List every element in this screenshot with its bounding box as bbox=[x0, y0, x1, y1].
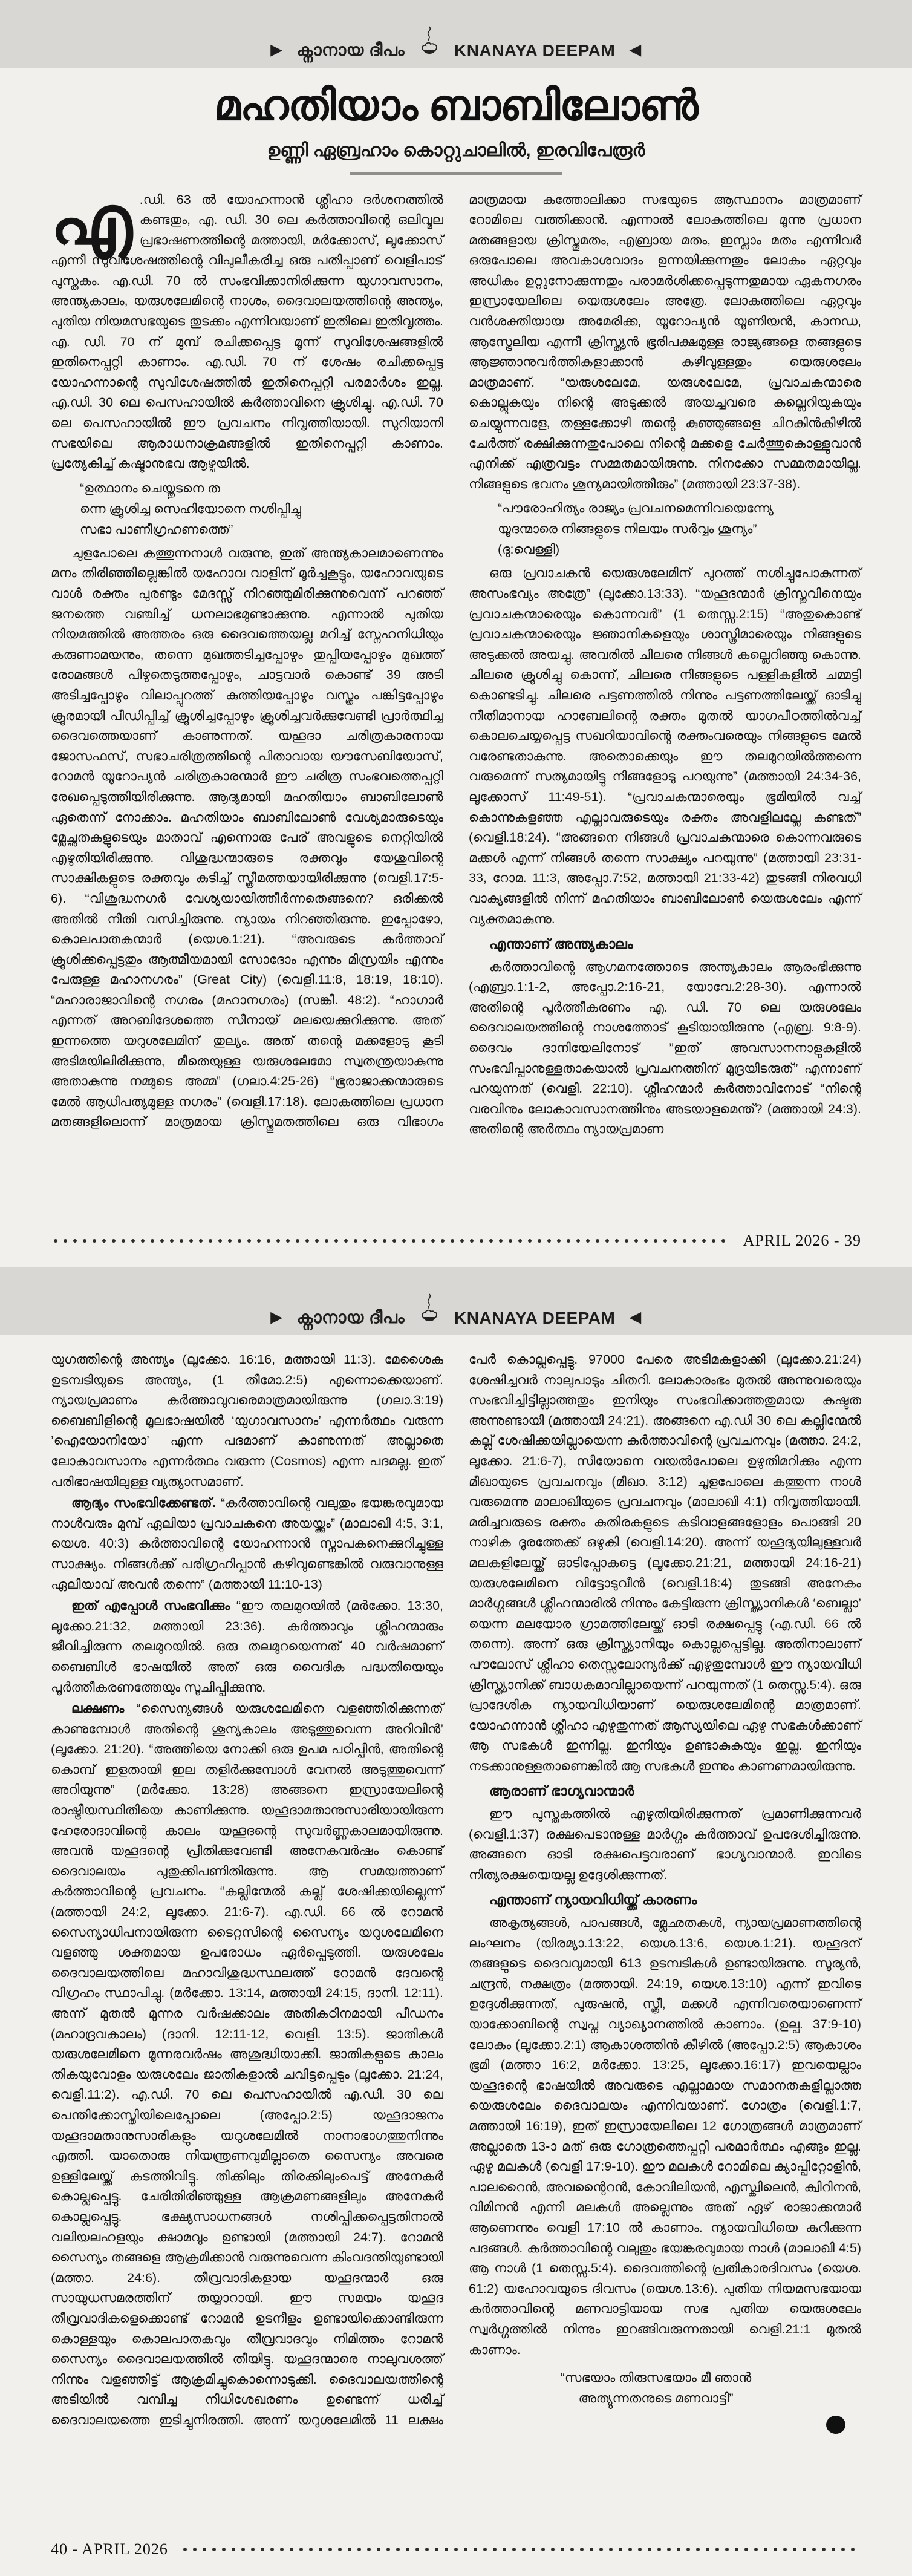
article-paragraph: കർത്താവിന്റെ ആഗമനത്തോടെ അന്ത്യകാലം ആരംഭിക്കുന്നു (എബ്രാ.1:1-2, അപ്പോ.2:16-21, യോവേ.2:28-30). എന്നാൽ അതിന്റെ പൂർത്തീകരണം എ. ഡി. 70 ലെ യരുശലേം ദൈവാലയത്തിന്റെ നാശത്തോട് കൂടിയായിരുന്നു (എബ്ര. 9:8-9). ദൈവം ദാനിയേലിനോട് ”ഇത് അവസാനനാളുകളിൽ സംഭവിപ്പാനുള്ളതാകയാൽ പ്രവചനത്തിന് മുദ്രയിടരുത്” എന്നാണ് പറയുന്നത് (വെളി. 22:10). ശ്ലീഹന്മാർ കർത്താവിനോട് “നിന്റെ വരവിനും ലോകാവസാനത്തിനും അടയാളമെന്ത്? (മത്തായി 24:3). അതിന്റെ അർത്ഥം ന്യായപ്രമാണ bbox=[469, 959, 861, 1137]
verse-line: “സഭയാം തിരുസഭയാം മീ ഞാൻ bbox=[560, 2370, 752, 2385]
article-paragraph: യുഗത്തിന്റെ അന്ത്യം (ലൂക്കോ. 16:16, മത്തായി 11:3). മേശൈക ഉടമ്പടിയുടെ അന്ത്യം, (1 തീമോ.2:5) എന്നൊക്കെയാണ്. ന്യായപ്രമാണം കർത്താവുവരെമാത്രമായിരുന്നു (ഗലാ.3:19) ബൈബിളിന്റെ മൂലഭാഷയിൽ ‘യുഗാവസാനം’ എന്നർത്ഥം വരുന്ന ’ഐയോനിയോ’ എന്ന പദമാണ് കാണുന്നത് അല്ലാതെ ലോകാവസാനം എന്നർത്ഥം വരുന്ന (Cosmos) എന്ന പദമല്ല. ഇത് പരിഭാഷയിലുള്ള വ്യത്യാസമാണ്. bbox=[51, 1352, 443, 1489]
article-paragraph: ഇത് എപ്പോൾ സംഭവിക്കും “ഈ തലമുറയിൽ (മർക്കോ. 13:30, ലൂക്കോ.21:32, മത്തായി 23:36). കർത്താവും ശ്ലീഹന്മാരും ജീവിച്ചിരുന്ന തലമുറയിൽ. ഒരു തലമുറയെന്നത് 40 വർഷമാണ് ബൈബിൾ ഭാഷയിൽ അത് ഒരു വൈദിക പദ്ധതിയെയും പൂർത്തീകരണത്തേയും സൂചിപ്പിക്കുന്നു. bbox=[51, 1598, 444, 1695]
page1-body bbox=[0, 175, 912, 1215]
page1-folio: APRIL 2026 - 39 bbox=[743, 1232, 861, 1249]
section-heading: എന്താണ് ന്യായവിധിയ്ക്ക് കാരണം bbox=[489, 1892, 697, 1908]
verse-line: (ദു:വെള്ളി) bbox=[498, 542, 560, 557]
masthead bbox=[0, 1267, 912, 1335]
left-arrow-icon: ▶ bbox=[270, 1309, 282, 1326]
article-paragraph: ഒരു പ്രവാചകൻ യെരുശലേമിന് പുറത്ത് നശിച്ചുപോകുന്നത് അസംഭവ്യം അത്രേ” (ലൂക്കോ.13:33). “യഹൂദന്മാർ ക്രിസ്തുവിനെയും പ്രവാചകന്മാരെയും കൊന്നവർ” (1 തെസ്സ.2:15) “അതുകൊണ്ട് പ്രവാചകന്മാരെയും ജ്ഞാനികളെയും ശാസ്ത്രിമാരെയും നിങ്ങളുടെ അടുക്കൽ അയച്ചു. അവരിൽ ചിലരെ നിങ്ങൾ കല്ലെറിഞ്ഞു കൊന്നു. ചിലരെ ക്രൂശിച്ചു കൊന്ന്, ചിലരെ നിങ്ങളുടെ പള്ളികളിൽ ചമ്മട്ടി കൊണ്ടടിച്ചു. ചിലരെ പട്ടണത്തിൽ നിന്നും പട്ടണത്തിലേയ്ക്ക് ഓടിച്ചു നീതിമാനായ ഹാബേലിന്റെ രക്തം മുതൽ യാഗപീഠത്തിൽവച്ച് കൊലചെയ്യപ്പെട്ട സഖറിയാവിന്റെ രക്തംവരെയും നിങ്ങളുടെ മേൽ വരേണ്ടതാകുന്നു. അതൊക്കെയും ഈ തലമുറയിൽത്തന്നെ വരുമെന്ന് സത്യമായിട്ടു നിങ്ങളോടു പറയുന്നു” (മത്തായി 24:34-36, ലൂക്കോസ് 11:49-51). “പ്രവാചകന്മാരെയും ഭൂമിയിൽ വച്ച് കൊന്നുകളഞ്ഞ എല്ലാവരുടെയും രക്തം അവളിലല്ലേ കണ്ടത്” (വെളി.18:24). “അങ്ങനെ നിങ്ങൾ പ്രവാചകന്മാരെ കൊന്നവരുടെ മക്കൾ എന്ന് നിങ്ങൾ തന്നെ സാക്ഷ്യം പറയുന്നു” (മത്തായി 23:31-33, റോമ. 11:3, അപ്പോ.7:52, മത്തായി 21:33-42) തുടങ്ങി നിരവധി വാക്യങ്ങളിൽ നിന്ന് മഹതിയാം ബാബിലോൺ യെരുശലേം എന്ന് വ്യക്തമാകുന്നു. bbox=[469, 566, 861, 926]
masthead bbox=[0, 0, 912, 68]
masthead-title-english: KNANAYA DEEPAM bbox=[454, 1309, 616, 1327]
section-heading: ആരാണ് ഭാഗ്യവാന്മാർ bbox=[489, 1783, 634, 1799]
article-title: മഹതിയാം ബാബിലോൺ bbox=[214, 82, 698, 129]
verse-line: സഭാ പാണീഗ്രഹണത്തെ” bbox=[80, 521, 233, 537]
oil-lamp-icon bbox=[419, 1293, 440, 1328]
end-mark-icon bbox=[826, 2416, 845, 2434]
verse-line: ന്നെ ക്രൂശിച്ച സെഹിയോനെ നശിപ്പിച്ചു bbox=[80, 501, 302, 516]
magazine-page-39 bbox=[0, 0, 912, 1267]
verse-quote bbox=[498, 498, 861, 560]
magazine-page-40 bbox=[0, 1267, 912, 2576]
article-paragraph: ആദ്യം സംഭവിക്കേണ്ടത്. “കർത്താവിന്റെ വലുതും ഭയങ്കരവുമായ നാൾവരും മുമ്പ് ഏലിയാ പ്രവാചകനെ അയയ്ക്കും” (മാലാഖി 4:5, 3:1, യെശ. 40:3) കർത്താവിന്റെ യോഹന്നാൻ സ്നാപകനെക്കുറിച്ചുള്ള സാക്ഷ്യം. നിങ്ങൾക്ക് പരിഗ്രഹിപ്പാൻ കഴിവുണ്ടെങ്കിൽ വരുവാനുള്ള ഏലിയാവ് അവൻ തന്നെ” (മത്തായി 11:10-13) bbox=[51, 1496, 443, 1592]
paragraph-lead: ആദ്യം സംഭവിക്കേണ്ടത്. bbox=[71, 1496, 221, 1511]
page2-folio: 40 - APRIL 2026 bbox=[51, 2540, 168, 2558]
verse-quote bbox=[469, 2367, 843, 2408]
page2-footer bbox=[0, 2523, 912, 2576]
drop-cap: എ bbox=[51, 182, 132, 258]
verse-quote bbox=[80, 478, 443, 540]
article-paragraph: അകൃത്യങ്ങൾ, പാപങ്ങൾ, മ്ലേഛതകൾ, ന്യായപ്രമാണത്തിന്റെ ലംഘനം (യിരമ്യാ.13:22, യെശ.13:6, യെശ.1:21). യഹൂദന് തങ്ങളുടെ ദൈവവുമായി 613 ഉടമ്പടികൾ ഉണ്ടായിരുന്നു. സൂര്യൻ, ചന്ദ്രൻ, നക്ഷത്രം (മത്തായി. 24:19, യെശ.13:10) എന്ന് ഇവിടെ ഉദ്ദേശിക്കുന്നത്, പുരുഷൻ, സ്ത്രീ, മക്കൾ എന്നിവരെയാണെന്ന് യാക്കോബിന്റെ സ്വപ്ന വ്യാഖ്യാനത്തിൽ കാണാം. (ഉല്പ. 37:9-10) ലോകം (ലൂക്കോ.2:1) ആകാശത്തിൻ കീഴിൽ (അപ്പോ.2:5) ആകാശം ഭൂമി (മത്താ 16:2, മർക്കോ. 13:25, ലൂക്കോ.16:17) ഇവയെല്ലാം യഹൂദന്റെ ഭാഷയിൽ അവരുടെ എല്ലാമായ സമാനതകളില്ലാത്ത യെരുശലേം ദൈവാലയം എന്നിവയാണ്. ഗോത്രം (വെളി.1:7, മത്തായി 16:19), ഇത് ഇസ്രായേലിലെ 12 ഗോത്രങ്ങൾ മാത്രമാണ് അല്ലാതെ 13-ാ മത് ഒരു ഗോത്രത്തെപ്പറ്റി പരമാർത്ഥം എങ്ങും ഇല്ല. ഏഴു മലകൾ (വെളി 17:9-10). ഈ മലകൾ റോമിലെ ക്യാപ്പിറ്റോളിൻ, പാലറൈൻ, അവന്റൈറൻ, കോവിലിയൻ, എസ്ക്വിലെൻ, ക്വിറിനൻ, വിമിനൻ എന്നീ മലകൾ അല്ലെന്നും അത് ഏഴ് രാജാക്കന്മാർ ആണെന്നും വെളി 17:10 ൽ കാണാം. ന്യായവിധിയെ കുറിക്കുന്ന പദങ്ങൾ. കർത്താവിന്റെ വലുതും ഭയങ്കരവുമായ നാൾ (മാലാഖി 4:5) ആ നാൾ (1 തെസ്സ.5:4). ദൈവത്തിന്റെ പ്രതികാരദിവസം (യെശ. 61:2) യഹോവയുടെ ദിവസം (യെശ.13:6). പുതിയ നിയമസഭയായ കർത്താവിന്റെ മണവാട്ടിയായ സഭ പുതിയ യെരുശലേം സ്വർഗ്ഗത്തിൽ നിന്നും ഇറങ്ങിവരുന്നതായി വെളി.21:1 മുതൽ കാണാം. bbox=[469, 1915, 861, 2357]
dotted-rule bbox=[180, 2546, 861, 2553]
page1-footer bbox=[0, 1214, 912, 1267]
article-paragraph: എ .ഡി. 63 ൽ യോഹന്നാൻ ശ്ലീഹാ ദർശനത്തിൽ കണ്ടതും, എ. ഡി. 30 ലെ കർത്താവിന്റെ ഒലിവ്മല പ്രഭാഷണത്തിന്റെ മത്തായി, മർക്കോസ്, ലൂക്കോസ് എന്നീ സുവിശേഷത്തിന്റെ വിപുലീകരിച്ച ഒരു പതിപ്പാണ് വെളിപാട് പുസ്തകം. എ.ഡി. 70 ൽ സംഭവിക്കാനിരിക്കുന്ന യുഗാവസാനം, അന്ത്യകാലം, യരുശലേമിന്റെ നാശം, ദൈവാലയത്തിന്റെ അന്ത്യം, പുതിയ നിയമസഭയുടെ തുടക്കം എന്നിവയാണ് ഇതിലെ ഇതിവൃത്തം. എ. ഡി. 70 ന് മുമ്പ് രചിക്കപ്പെട്ട മൂന്ന് സുവിശേഷങ്ങളിൽ ഇതിനെപ്പറ്റി കാണാം. എ.ഡി. 70 ന് ശേഷം രചിക്കപ്പെട്ട യോഹന്നാന്റെ സുവിശേഷത്തിൽ ഇതിനെപ്പറ്റി പരമാർശം ഇല്ല. എ.ഡി. 30 ലെ പെസഹായിൽ കർത്താവിനെ ക്രൂശിച്ചു. എ.ഡി. 70 ലെ പെസഹായിൽ ഈ പ്രവചനം നിവൃത്തിയായി. സുറിയാനി സഭയിലെ ആരാധനാക്രമങ്ങളിൽ ഇതിനെപ്പറ്റി കാണാം. പ്രത്യേകിച്ച് കഷ്ടാനുഭവ ആഴ്ചയിൽ. bbox=[51, 182, 443, 471]
right-arrow-icon: ◀ bbox=[630, 1309, 642, 1326]
oil-lamp-icon bbox=[419, 25, 440, 60]
paragraph-lead: ഇത് എപ്പോൾ സംഭവിക്കും bbox=[71, 1598, 236, 1613]
page2-columns bbox=[51, 1350, 861, 2435]
section-heading: എന്താണ് അന്ത്യകാലം bbox=[489, 936, 633, 952]
article-byline: ഉണ്ണി ഏബ്രഹാം കൊറ്റുചാലിൽ, ഇരവിപേരൂർ bbox=[267, 140, 645, 160]
verse-line: അത്യുന്നതനുടെ മണവാട്ടി” bbox=[578, 2391, 734, 2406]
article-header bbox=[0, 68, 912, 175]
page1-columns bbox=[51, 182, 861, 1140]
article-paragraph: ഈ പുസ്തകത്തിൽ എഴുതിയിരിക്കുന്നത് പ്രമാണിക്കുന്നവർ (വെളി.1:37) രക്ഷപെടാനുള്ള മാർഗ്ഗം കർത്താവ് ഉപദേശിച്ചിരുന്നു. അങ്ങനെ ഓടി രക്ഷപെട്ടവരാണ് ഭാഗ്യവാന്മാർ. ഇവിടെ നിത്യരക്ഷയെയല്ല ഉദ്ദേശിക്കുന്നത്. bbox=[469, 1806, 861, 1882]
dotted-rule bbox=[51, 1237, 731, 1244]
verse-line: “പൗരോഹിത്യം രാജ്യം പ്രവചനമെന്നിവയെന്ന്യേ bbox=[498, 501, 774, 516]
masthead-title-english: KNANAYA DEEPAM bbox=[454, 41, 616, 60]
paragraph-lead: ലക്ഷണം bbox=[71, 1701, 137, 1716]
right-arrow-icon: ◀ bbox=[630, 42, 642, 58]
page2-body bbox=[0, 1335, 912, 2523]
left-arrow-icon: ▶ bbox=[270, 42, 282, 58]
verse-line: “ഉത്ഥാനം ചെയ്തുടനെ ത bbox=[80, 480, 220, 495]
article-end-row bbox=[469, 2411, 861, 2435]
verse-line: യൂദന്മാരെ നിങ്ങളുടെ നിലയം സർവ്വം ശൂന്യം” bbox=[498, 521, 757, 537]
article-paragraph: ലക്ഷണം “സൈന്യങ്ങൾ യരുശലേമിനെ വളഞ്ഞിരിക്കുന്നത് കാണുമ്പോൾ അതിന്റെ ശൂന്യകാലം അടുത്തുവെന്ന അറിവീൻ’ (ലൂക്കോ. 21:20). “അത്തിയെ നോക്കി ഒരു ഉപമ പഠിപ്പീൻ, അതിന്റെ കൊമ്പ് ഇളതായി ഇല തളിർക്കുമ്പോൾ വേനൽ അടുത്തുവെന്ന് അറിയുന്നു” (മർക്കോ. 13:28) അങ്ങനെ ഇസ്രായേലിന്റെ രാഷ്ട്രീയസ്ഥിതിയെ കാണിക്കുന്നു. യഹൂദാമതാനുസാരിയായിരുന്ന ഹേരോദാവിന്റെ കാലം യഹൂദന്റെ സുവർണ്ണകാലമായിരുന്നു. അവൻ യഹൂദന്റെ പ്രീതിക്കുവേണ്ടി അനേകവർഷം കൊണ്ട് ദൈവാലയം പുതുക്കിപണിതിരുന്നു. ആ സമയത്താണ് കർത്താവിന്റെ പ്രവചനം. “കല്ലിന്മേൽ കല്ല് ശേഷിക്കയില്ലെന്ന് (മത്തായി 24:2, ലൂക്കോ. 21:6-7). എ.ഡി. 66 ൽ റോമൻ സൈന്യാധിപനായിരുന്ന ടൈറ്റസിന്റെ സൈന്യം യറുശലേമിനെ വളഞ്ഞു ശക്തമായ ഉപരോധം ഏർപ്പെടുത്തി. യരുശലേം ദൈവാലയത്തിലെ മഹാവിശുദ്ധസ്ഥലത്ത് റോമൻ ദേവന്റെ വിഗ്രഹം സ്ഥാപിച്ചു. (മർക്കോ. 13:14, മത്തായി 24:15, ദാനി. 12:11). അന്ന് മുതൽ മുന്നര വർഷക്കാലം അതികഠിനമായി പീഡനം (മഹാദ്രവകാലം) (ദാനി. 12:11-12, വെളി. 13:5). ജാതികൾ യരുശലേമിനെ മൂന്നരവർഷം അശുദ്ധിയാക്കി. ജാതികളുടെ കാലം തികയുവോളം യരുശലേം ജാതികളാൽ ചവിട്ടപ്പെടും (ലൂക്കോ. 21:24, വെളി.11:2). എ.ഡി. 70 ലെ പെസഹായിൽ എ.ഡി. 30 ലെ പെന്തിക്കോസ്തിയിലെപ്പോലെ (അപ്പോ.2:5) യഹൂദാജനം യഹൂദാമതാനുസാരികളും യറുശലേമിൽ നാനാഭാഗത്തുനിന്നും എത്തി. യാതൊരു നിയന്ത്രണവുമില്ലാതെ സൈന്യം അവരെ ഉള്ളിലേയ്ക്ക് കടത്തിവിട്ടു. തിക്കിലും തിരക്കിലുംപെട്ട് അനേകർ കൊല്ലപ്പെട്ടു. ചേരിതിരിഞ്ഞുള്ള ആക്രമണങ്ങളിലും അനേകർ കൊല്ലപ്പെട്ടു. ഭക്ഷ്യസാധനങ്ങൾ നശിപ്പിക്കപ്പെട്ടതിനാൽ വലിയലഹളയും ക്ഷാമവും ഉണ്ടായി (മത്തായി 24:7). റോമൻ സൈന്യം തങ്ങളെ ആക്രമിക്കാൻ വരുന്നുവെന്ന കിംവദന്തിയുണ്ടായി (മത്താ. 24:6). തീവ്രവാദികളായ യഹൂദന്മാർ ഒരു സായുധസമരത്തിന് തയ്യാറായി. ഈ സമയം യഹൂദ തീവ്രവാദികളെക്കൊണ്ട് റോമൻ ഉടനീളം ഉണ്ടായിക്കൊണ്ടിരുന്ന കൊള്ളയും കൊലപാതകവും തീവ്രവാദവും നിമിത്തം റോമൻ സൈന്യം ദൈവാലയത്തിൽ തീയിട്ടു. യഹൂദന്മാരെ നാലുവശത്ത് നിന്നും വളഞ്ഞിട്ട് ആക്രമിച്ചുകൊന്നൊടുക്കി. ദൈവാലയത്തിന്റെ അടിയിൽ വമ്പിച്ച നിധിശേഖരണം ഉണ്ടെന്ന് ധരിച്ച് ദൈവാലയത്തെ ഇടിച്ചുനിരത്തി. അന്ന് യറുശലേമിൽ 11 ലക്ഷം പേർ കൊല്ലപ്പെട്ടു. 97000 പേരെ അടിമകളാക്കി (ലൂക്കോ.21:24) ശേഷിച്ചവർ നാലുപാടും ചിതറി. ലോകാരംഭം മുതൽ അന്നുവരെയും സംഭവിച്ചിട്ടില്ലാത്തതും ഇനിയും സംഭവിക്കാത്തതുമായ കഷ്ടത അന്നുണ്ടായി (മത്തായി 24:21). അങ്ങനെ എ.ഡി 30 ലെ കല്ലിന്മേൽ കല്ല് ശേഷിക്കയില്ലായെന്ന കർത്താവിന്റെ പ്രവചനവും (മത്താ. 24:2, ലൂക്കോ. 21:6-7), സീയോനെ വയൽപോലെ ഉഴുതിമറിക്കും എന്ന മീഖായുടെ പ്രവചനവും (മീഖാ. 3:12) ചൂളപോലെ കത്തുന്ന നാൾ വരുമെന്നു മാലാഖിയുടെ പ്രവചനവും (മാലാഖി 4:1) നിവൃത്തിയായി. മരിച്ചവരുടെ രക്തം കുതിരകളുടെ കടിവാളങ്ങളോളം പൊങ്ങി 20 നാഴിക ദൂരത്തേക്ക് ഒഴുകി (വെളി.14:20). അന്ന് യഹൂദ്യയിലുള്ളവർ മലകളിലേയ്ക്ക് ഓടിപ്പോകട്ടെ (ലൂക്കോ.21:21, മത്തായി 24:16-21) യരുശലേമിനെ വിട്ടോടുവീൻ (വെളി.18:4) തുടങ്ങി അനേകം മാർഗ്ഗങ്ങൾ ശ്ലീഹന്മാരിൽ നിന്നും കേട്ടിരുന്ന ക്രിസ്ത്യാനികൾ ‘ബെല്ലാ’ യെന്ന മലയോര ഗ്രാമത്തിലേയ്ക്ക് ഓടി രക്ഷപ്പെട്ടു (എ.ഡി. 66 ൽ തന്നെ). അന്ന് ഒരു ക്രിസ്ത്യാനിയും കൊല്ലപ്പെട്ടില്ല. അതിനാലാണ് പൗലോസ് ശ്ലീഹാ തെസ്സലോന്യർക്ക് എഴുതുമ്പോൾ ഈ ന്യായവിധി ക്രിസ്ത്യാനിക്ക് ബാധകമാവില്ലായെന്ന് പറയുന്നത് (1 തെസ്സ.5:4). ഒരു പ്രാദേശിക ന്യായവിധിയാണ് യെരുശലേമിന്റെ മാത്രമാണ്. യോഹന്നാൻ ശ്ലീഹാ എഴുതുന്നത് ആസ്യയിലെ ഏഴു സഭകൾക്കാണ് ആ സഭകൾ ഇന്നില്ല. ഇനിയും ഉണ്ടാകുകയും ഇല്ല. ഇനിയും നടക്കാനുള്ളതാണെങ്കിൽ ആ സഭകൾ ഇന്നും കാണണമായിരുന്നു. bbox=[51, 1352, 861, 2427]
article-paragraph: ചുളപോലെ കത്തുന്നനാൾ വരുന്നു, ഇത് അന്ത്യകാലമാണെന്നും മനം തിരിഞ്ഞില്ലെങ്കിൽ യഹോവ വാളിന് മൂർച്ചകൂട്ടും, യഹോവയുടെ വാൾ രക്തം പുരണ്ടും മേദസ്സ് നിറഞ്ഞുമിരിക്കുന്നുവെന്ന് പറഞ്ഞ് ജനത്തെ വഞ്ചിച്ച് ധനലാഭമുണ്ടാക്കുന്നു. എന്നാൽ പുതിയ നിയമത്തിൽ അത്തരം ഒരു ദൈവത്തെയല്ല മറിച്ച് സ്നേഹനിധിയും കരുണാമയനും, തന്നെ മുഖത്തടിച്ചപ്പോഴും തുപ്പിയപ്പോഴും മുഖത്ത് രോമങ്ങൾ പിഴുതെടുത്തപ്പോഴും, ചാട്ടവാർ കൊണ്ട് 39 അടി അടിച്ചപ്പോഴും വിലാപ്പുറത്ത് കുത്തിയപ്പോഴും വസ്ത്രം പങ്കിട്ടപ്പോഴും ക്രൂരമായി പീഡിപ്പിച്ച് ക്രൂശിച്ചപ്പോഴും ക്രൂശിച്ചവർക്കുവേണ്ടി പ്രാർത്ഥിച്ച ദൈവത്തെയാണ് കാണുന്നത്. യഹൂദാ ചരിത്രകാരനായ ജോസഫസ്, സഭാചരിത്രത്തിന്റെ പിതാവായ യൗസേബിയോസ്, റോമൻ യൂറോപ്യൻ ചരിത്രകാരന്മാർ ഈ ചരിത്ര സംഭവത്തെപ്പറ്റി രേഖപ്പെടുത്തിയിരിക്കുന്നു. ആദ്യമായി മഹതിയാം ബാബിലോൺ ഏതെന്ന് നോക്കാം. മഹതിയാം ബാബിലോൺ വേശ്യമാരുടെയും മ്ലേച്ഛതകളുടെയും മാതാവ് എന്നൊരു പേര് അവളുടെ നെറ്റിയിൽ എഴുതിയിരിക്കുന്നു. വിശുദ്ധന്മാരുടെ രക്തവും യേശുവിന്റെ സാക്ഷികളുടെ രക്തവും കുടിച്ച് സ്ത്രീമത്തയായിരിക്കുന്നു (വെളി.17:5-6). “വിശുദ്ധനഗർ വേശ്യയായിത്തീർന്നതെങ്ങനെ? ഒരിക്കൽ അതിൽ നീതി വസിച്ചിരുന്നു. ന്യായം നിറഞ്ഞിരുന്നു. ഇപ്പോഴോ, കൊലപാതകന്മാർ (യെശ.1:21). “അവരുടെ കർത്താവ് ക്രൂശിക്കപ്പെട്ടതും ആത്മീയമായി സോദോം എന്നും മിസ്രയിം എന്നും പേരുള്ള മഹാനഗരം” (Great City) (വെളി.11:8, 18:19, 18:10). “മഹാരാജാവിന്റെ നഗരം (മഹാനഗരം) (സങ്കീ. 48:2). “ഹാഗാർ എന്നത് അറബിദേശത്തെ സീനായ് മലയെക്കുറിക്കുന്നു. അത് ഇന്നത്തെ യറുശലേമിന് തുല്യം. അത് തന്റെ മക്കളോടു കൂടി അടിമയിലിരിക്കുന്നു, മീതെയുള്ള യരുശലേമോ സ്വതന്ത്രയാകുന്നു അതാകുന്നു നമ്മുടെ അമ്മ” (ഗലാ.4:25-26) “ഭൂരാജാക്കന്മാരുടെ മേൽ ആധിപത്യമുള്ള നഗരം” (വെളി.17:18). ലോകത്തിലെ പ്രധാന മതങ്ങളിലൊന്ന് മാത്രമായ ക്രിസ്തുമതത്തിലെ ഒരു വിഭാഗം മാത്രമായ കത്തോലിക്കാ സഭയുടെ ആസ്ഥാനം മാത്രമാണ് റോമിലെ വത്തിക്കാൻ. എന്നാൽ ലോകത്തിലെ മൂന്നു പ്രധാന മതങ്ങളായ ക്രിസ്തുമതം, എബ്രായ മതം, ഇസ്ലാം മതം എന്നിവർ ഒരുപോലെ അവകാശവാദം ഉന്നയിക്കുന്നതും ലോകം ഏറ്റവും അധികം ഉറ്റുനോക്കുന്നതും പരാമർശിക്കപ്പെടുന്നതുമായ ഏകനഗരം ഇസ്രായേലിലെ യെരുശലേം അത്രേ. ലോകത്തിലെ ഏറ്റവും വൻശക്തിയായ അമേരിക്ക, യൂറോപ്യൻ യൂണിയൻ, കാനഡ, ആസ്ട്രേലിയ എന്നീ ക്രിസ്ത്യൻ ഭൂരിപക്ഷമുള്ള രാജ്യങ്ങളെ തങ്ങളുടെ ആജ്ഞാനുവർത്തികളാക്കാൻ കഴിവുള്ളതും യെരുശലേം മാത്രമാണ്. “യരുശലേമേ, യരുശലേമേ, പ്രവാചകന്മാരെ കൊല്ലുകയും നിന്റെ അടുക്കൽ അയച്ചവരെ കല്ലെറിയുകയും ചെയ്യുന്നവളേ, തള്ളക്കോഴി തന്റെ കുഞ്ഞുങ്ങളെ ചിറകിൻകീഴിൽ ചേർത്ത് രക്ഷിക്കുന്നതുപോലെ നിന്റെ മക്കളെ ചേർത്തുകൊള്ളുവാൻ എനിക്ക് എത്രവട്ടം സമ്മതമായിരുന്നു. നിനക്കോ സമ്മതമായില്ല. നിങ്ങളുടെ ഭവനം ശൂന്യമായിത്തീരും” (മത്തായി 23:37-38). bbox=[51, 192, 861, 1129]
masthead-title-malayalam: ക്നാനായ ദീപം bbox=[296, 41, 405, 59]
masthead-title-malayalam: ക്നാനായ ദീപം bbox=[296, 1308, 405, 1327]
